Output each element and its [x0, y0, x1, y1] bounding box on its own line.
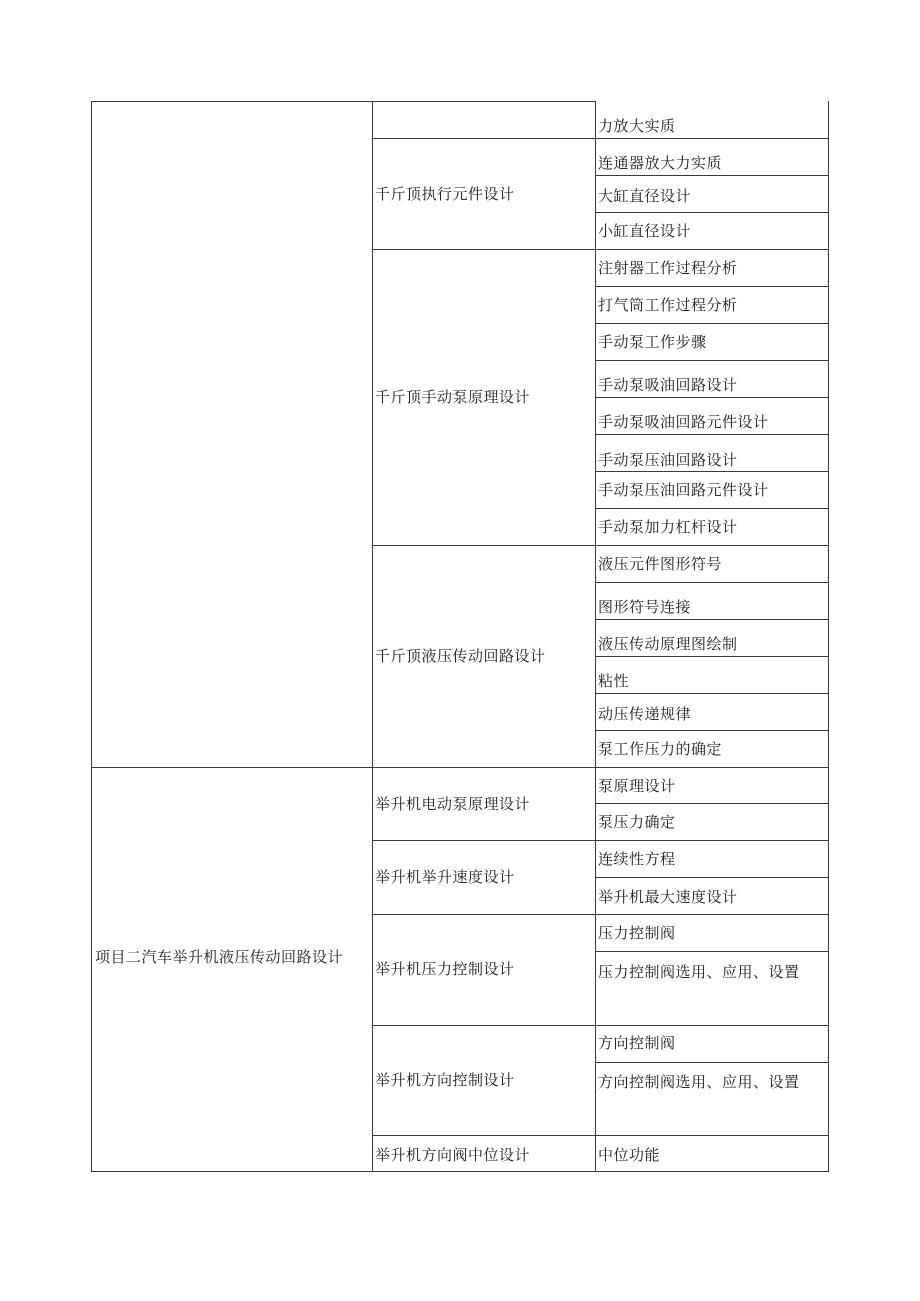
knowledge-point-cell: 连通器放大力实质 [598, 154, 723, 172]
knowledge-point-cell: 注射器工作过程分析 [598, 259, 738, 277]
design-task-cell: 举升机电动泵原理设计 [375, 795, 531, 813]
row-separator-col3 [595, 508, 829, 509]
knowledge-point-cell: 打气筒工作过程分析 [598, 296, 738, 314]
row-separator-col2 [372, 840, 829, 841]
row-separator-col3 [595, 582, 829, 583]
knowledge-point-cell: 中位功能 [598, 1146, 661, 1164]
row-separator-col2 [372, 138, 829, 139]
knowledge-point-cell: 泵原理设计 [598, 777, 676, 795]
table-column-divider-1 [372, 101, 373, 1172]
knowledge-point-cell: 泵工作压力的确定 [598, 740, 723, 758]
knowledge-point-cell: 小缸直径设计 [598, 222, 692, 240]
row-separator-col3 [595, 951, 829, 952]
row-separator-col3 [595, 175, 829, 176]
row-separator-col3 [595, 212, 829, 213]
knowledge-point-cell: 手动泵工作步骤 [598, 333, 707, 351]
design-task-cell: 举升机压力控制设计 [375, 960, 515, 978]
knowledge-point-cell: 压力控制阀选用、应用、设置 [598, 963, 800, 981]
knowledge-point-cell: 大缸直径设计 [598, 187, 692, 205]
knowledge-point-cell: 连续性方程 [598, 850, 676, 868]
design-task-cell: 举升机方向控制设计 [375, 1071, 515, 1089]
knowledge-point-cell: 方向控制阀选用、应用、设置 [598, 1073, 800, 1091]
knowledge-point-cell: 方向控制阀 [598, 1034, 676, 1052]
row-separator-col3 [595, 656, 829, 657]
row-separator-col3 [595, 471, 829, 472]
design-task-cell: 举升机方向阀中位设计 [375, 1146, 531, 1164]
row-separator-col3 [595, 730, 829, 731]
table-border-left [91, 101, 92, 1172]
table-border-right [828, 101, 829, 1172]
knowledge-point-cell: 举升机最大速度设计 [598, 888, 738, 906]
knowledge-point-cell: 手动泵吸油回路元件设计 [598, 413, 769, 431]
knowledge-point-cell: 手动泵加力杠杆设计 [598, 518, 738, 536]
design-task-cell: 千斤顶执行元件设计 [375, 185, 515, 203]
row-separator-col2 [372, 1025, 829, 1026]
knowledge-point-cell: 图形符号连接 [598, 598, 692, 616]
table-column-divider-2 [595, 101, 596, 1172]
row-separator-col2 [372, 914, 829, 915]
row-separator-col3 [595, 323, 829, 324]
row-separator-col3 [595, 360, 829, 361]
row-separator-col2 [372, 249, 829, 250]
knowledge-point-cell: 手动泵压油回路设计 [598, 451, 738, 469]
table-border-bottom [91, 1171, 829, 1172]
row-separator-col3 [595, 397, 829, 398]
knowledge-point-cell: 动压传递规律 [598, 705, 692, 723]
knowledge-point-cell: 力放大实质 [598, 117, 676, 135]
row-separator-project [91, 767, 829, 768]
row-separator-col2 [372, 1135, 829, 1136]
design-task-cell: 举升机举升速度设计 [375, 868, 515, 886]
row-separator-col3 [595, 693, 829, 694]
design-task-cell: 千斤顶手动泵原理设计 [375, 388, 531, 406]
row-separator-col3 [595, 619, 829, 620]
knowledge-point-cell: 液压传动原理图绘制 [598, 635, 738, 653]
row-separator-col2 [372, 545, 829, 546]
row-separator-col3 [595, 1062, 829, 1063]
knowledge-point-cell: 手动泵压油回路元件设计 [598, 481, 769, 499]
project-title-cell: 项目二汽车举升机液压传动回路设计 [95, 948, 344, 966]
row-separator-col3 [595, 286, 829, 287]
knowledge-point-cell: 压力控制阀 [598, 924, 676, 942]
row-separator-col3 [595, 803, 829, 804]
knowledge-point-cell: 液压元件图形符号 [598, 555, 723, 573]
knowledge-point-cell: 手动泵吸油回路设计 [598, 376, 738, 394]
row-separator-col3 [595, 434, 829, 435]
table-border-top [91, 101, 596, 102]
knowledge-point-cell: 泵压力确定 [598, 813, 676, 831]
knowledge-point-cell: 粘性 [598, 672, 630, 690]
design-task-cell: 千斤顶液压传动回路设计 [375, 647, 546, 665]
row-separator-col3 [595, 877, 829, 878]
